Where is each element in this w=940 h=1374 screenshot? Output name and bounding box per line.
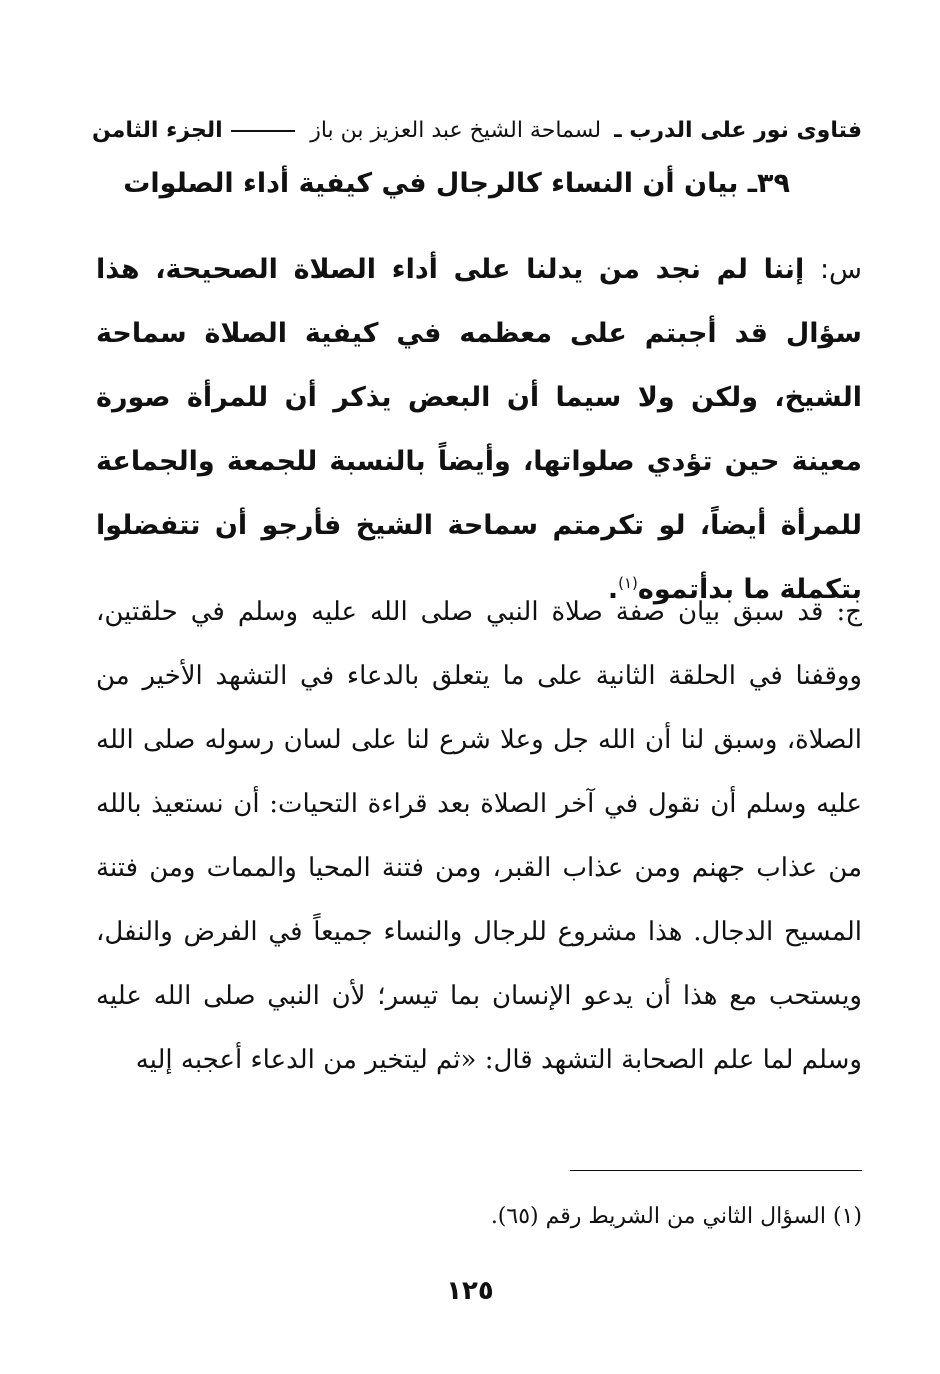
footnote: (١) السؤال الثاني من الشريط رقم (٦٥). <box>490 1204 862 1229</box>
footnote-divider <box>570 1170 862 1171</box>
running-header <box>92 112 862 148</box>
question-end: . <box>607 574 619 605</box>
header-book-title: فتاوى نور على الدرب ـ <box>614 117 862 143</box>
answer-paragraph: ج: قد سبق بيان صفة صلاة النبي صلى الله عليه وسلم في حلقتين، ووقفنا في الحلقة الثانية على ما يتعلق بالدعاء في التشهد الأخير من الصلاة، وسبق لنا أن الله جل وعلا شرع لنا على لسان رسوله صلى الله عليه وسلم أن نقول في آخر الصلاة بعد قراءة التحيات: أن نستعيذ بالله من عذاب جهنم ومن عذاب القبر، ومن فتنة المحيا والممات ومن فتنة المسيح الدجال. هذا مشروع للرجال والنساء جميعاً في الفرض والنفل، ويستحب مع هذا أن يدعو الإنسان بما تيسر؛ لأن النبي صلى الله عليه وسلم لما علم الصحابة التشهد قال: «ثم ليتخير من الدعاء أعجبه إليه <box>96 597 862 1075</box>
question-prefix: س: <box>819 254 862 285</box>
header-volume: الجزء الثامن <box>92 117 223 143</box>
header-book-author <box>231 118 862 143</box>
header-author: لسماحة الشيخ عبد العزيز بن باز <box>310 117 602 143</box>
chapter-title: ٣٩ـ بيان أن النساء كالرجال في كيفية أداء الصلوات <box>123 168 790 199</box>
question-text: إننا لم نجد من يدلنا على أداء الصلاة الصحيحة، هذا سؤال قد أجبتم على معظمه في كيفية الصلاة سماحة الشيخ، ولكن ولا سيما أن البعض يذكر أن للمرأة صورة معينة حين تؤدي صلواتها، وأيضاً بالنسبة للجمعة والجماعة للمرأة أيضاً، لو تكرمتم سماحة الشيخ فأرجو أن تتفضلوا بتكملة ما بدأتموه <box>96 254 862 605</box>
page-number: ١٢٥ <box>446 1276 494 1306</box>
footnote-reference: (١) <box>618 574 638 592</box>
header-dash-line <box>231 130 295 132</box>
question-paragraph <box>96 238 862 622</box>
